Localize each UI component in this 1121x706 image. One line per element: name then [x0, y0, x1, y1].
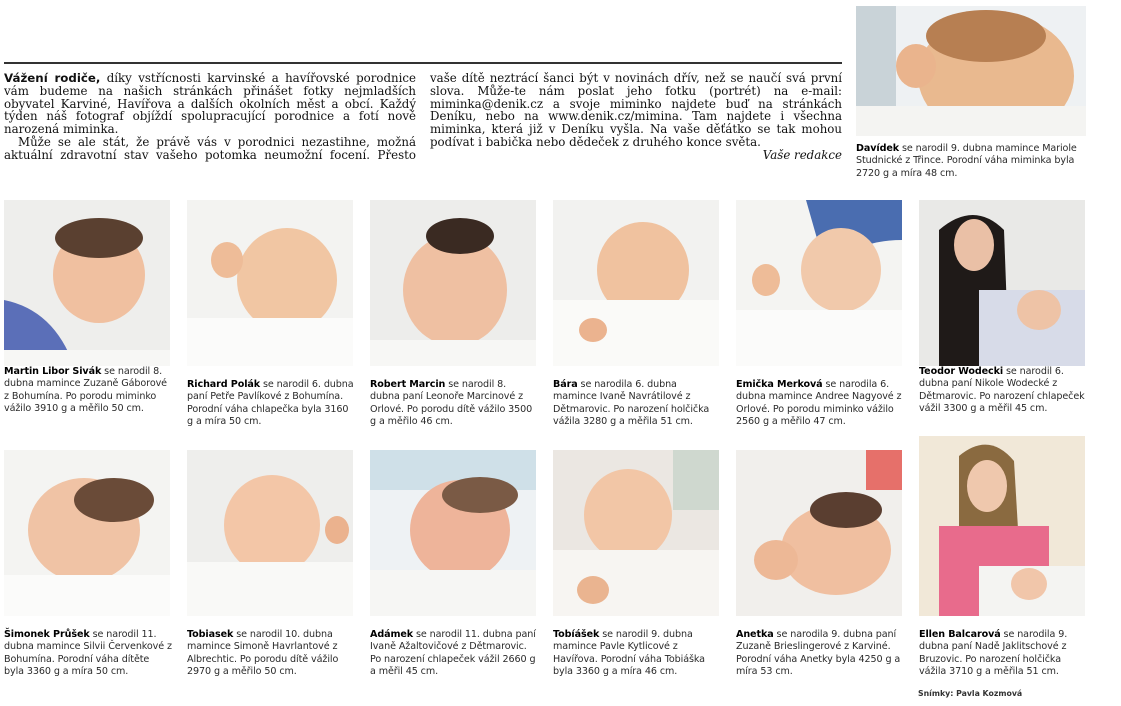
caption-ellen: Ellen Balcarová se narodila 9. dubna paní Nadě Jaklitschové z Bruzovic. Po narození holčička vážila 3710 g a měřila 51 cm. — [919, 629, 1068, 678]
photo-teodor — [919, 200, 1085, 366]
caption-martin: Martin Libor Sivák se narodil 8. dubna mamince Zuzaně Gáborové z Bohumína. Po porodu miminko vážilo 3910 g a měřilo 50 cm. — [4, 366, 167, 415]
caption-emicka: Emička Merková se narodila 6. dubna mamince Andree Nagyové z Orlové. Po porodu miminko vážilo 2560 g a měřilo 47 cm. — [736, 379, 902, 428]
intro-paragraph-2: Může se ale stát, že právě vás v porodnici nezastihne, možná aktuální zdravotní stav vašeho potomka neumožní focení. Přesto vaše dítě neztrácí šanci být v novinách dřív, než se naučí svá první slova. Může-te nám poslat jeho fotku (portrét) na e-mail: miminka@denik.cz a svoje miminko najdete buď na stránkách Deníku, nebo na www.denik.cz/mimina. Tam najdete i všechna miminka, která již v Deníku vyšla. Na vaše děťátko se tak mohou podívat i babička nebo dědeček z druhého konce světa. — [4, 71, 842, 162]
photo-bara — [553, 200, 719, 366]
photo-simonek — [4, 450, 170, 616]
photo-credit: Snímky: Pavla Kozmová — [918, 689, 1023, 698]
caption-teodor: Teodor Wodecki se narodil 6. dubna paní Nikole Wodecké z Dětmarovic. Po narození chlapeček vážil 3300 g a měřil 45 cm. — [919, 366, 1085, 415]
header-rule — [4, 62, 842, 64]
caption-adamek: Adámek se narodil 11. dubna paní Ivaně Ažaltovičové z Dětmarovic. Po narození chlapeček vážil 2660 g a měřil 45 cm. — [370, 629, 536, 678]
caption-robert: Robert Marcin se narodil 8. dubna paní Leonoře Marcinové z Orlové. Po porodu dítě vážilo 3500 g a měřilo 46 cm. — [370, 379, 533, 428]
intro-lead: Vážení rodiče, — [4, 71, 101, 85]
photo-adamek — [370, 450, 536, 616]
photo-davidek — [856, 6, 1086, 136]
caption-davidek: Davídek se narodil 9. dubna mamince Mariole Studnické z Třince. Porodní váha miminka byla 2720 g a míra 48 cm. — [856, 143, 1077, 179]
photo-ellen — [919, 436, 1085, 616]
photo-martin — [4, 200, 170, 366]
caption-tobiasek: Tobiasek se narodil 10. dubna mamince Simoně Havrlantové z Albrechtic. Po porodu dítě vážilo 2970 g a měřilo 50 cm. — [187, 629, 339, 678]
photo-richard — [187, 200, 353, 366]
photo-emicka — [736, 200, 902, 366]
caption-richard: Richard Polák se narodil 6. dubna paní Petře Pavlíkové z Bohumína. Porodní váha chlapečka byla 3160 g a míra 50 cm. — [187, 379, 354, 428]
intro-signature: Vaše redakce — [762, 147, 842, 162]
intro-paragraph-1: díky vstřícnosti karvinské a havířovské porodnice vám budeme na našich stránkách přinášet fotky nejmladších obyvatel Karviné, Havířova a dalších okolních měst a obcí. Každý týden náš fotograf objíždí spolupracující porodnice a fotí nově narozená miminka. — [4, 71, 416, 137]
caption-simonek: Šimonek Průšek se narodil 11. dubna mamince Silvii Červenkové z Bohumína. Porodní váha dítěte byla 3360 g a míra 50 cm. — [4, 629, 172, 678]
caption-tobiasek-2: Tobíášek se narodil 9. dubna mamince Pavle Kytlicové z Havířova. Porodní váha Tobiáška byla 3360 g a míra 46 cm. — [553, 629, 705, 678]
photo-tobiasek — [187, 450, 353, 616]
caption-anetka: Anetka se narodila 9. dubna paní Zuzaně Brieslingerové z Karviné. Porodní váha Anetky byla 4250 g a míra 53 cm. — [736, 629, 901, 678]
caption-bara: Bára se narodila 6. dubna mamince Ivaně Navrátilové z Dětmarovic. Po narození holčička vážila 3280 g a měřila 51 cm. — [553, 379, 710, 428]
photo-anetka — [736, 450, 902, 616]
photo-robert — [370, 200, 536, 366]
photo-tobiasek-2 — [553, 450, 719, 616]
intro-text — [4, 72, 842, 162]
